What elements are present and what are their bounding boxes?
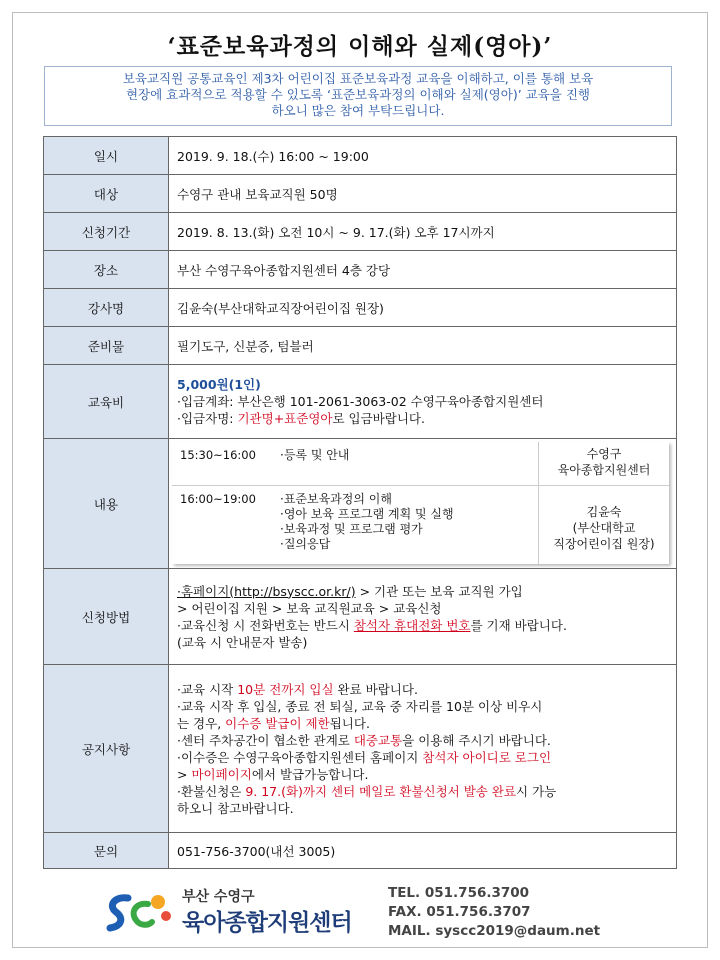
- schedule-item: ·질의응답: [280, 536, 331, 551]
- label-fee: 교육비: [44, 365, 169, 439]
- highlight-text: 마이페이지: [191, 766, 252, 782]
- value-fee: [169, 365, 677, 439]
- label-target: 대상: [44, 175, 169, 213]
- schedule-row: [172, 486, 669, 564]
- row-apply: [44, 569, 677, 665]
- text-span: 됩니다.: [329, 715, 370, 731]
- highlight-text: 참석자 아이디로 로그인: [422, 749, 552, 765]
- fee-depositor: [177, 410, 676, 427]
- info-table: [43, 136, 677, 869]
- value-period: 2019. 8. 13.(화) 오전 10시 ~ 9. 17.(화) 오후 17시까지: [169, 213, 677, 251]
- value-content: [169, 439, 677, 569]
- presenter-line: (부산대학교: [572, 520, 636, 535]
- schedule-table: [172, 442, 669, 564]
- text-span: 완료 바랍니다.: [333, 681, 418, 697]
- row-fee: [44, 365, 677, 439]
- fee-amount: 5,000원(1인): [177, 377, 261, 392]
- intro-line: 하오니 많은 참여 부탁드립니다.: [271, 103, 445, 118]
- label-apply: 신청방법: [44, 569, 169, 665]
- value-notice: [169, 665, 677, 833]
- schedule-item: ·영아 보육 프로그램 계획 및 실행: [280, 506, 454, 521]
- row-target: [44, 175, 677, 213]
- intro-line: 현장에 효과적으로 적용할 수 있도록 ‘표준보육과정의 이해와 실제(영아)’ 교육을 진행: [125, 87, 590, 102]
- notice-line: 하오니 참고바랍니다.: [177, 800, 294, 816]
- text-span: >: [177, 766, 192, 782]
- row-datetime: [44, 137, 677, 175]
- contact-fax: FAX. 051.756.3707: [388, 904, 531, 920]
- text-span: 로 입금바랍니다.: [332, 411, 425, 426]
- schedule: [169, 440, 676, 568]
- value-lecturer: 김윤숙(부산대학교직장어린이집 원장): [169, 289, 677, 327]
- text-span: ·센터 주차공간이 협소한 관계로: [177, 732, 354, 748]
- apply-line: > 어린이집 지원 > 보육 교직원교육 > 교육신청: [177, 600, 442, 616]
- text-span: 시 가능: [516, 783, 557, 799]
- notice-line: [177, 732, 676, 749]
- label-supplies: 준비물: [44, 327, 169, 365]
- logo-title: 육아종합지원센터: [182, 910, 352, 936]
- intro-line: 보육교직원 공통교육인 제3차 어린이집 표준보육과정 교육을 이해하고, 이를 통해 보육: [122, 71, 594, 86]
- label-inquiry: 문의: [44, 833, 169, 869]
- notice-line: [177, 715, 676, 732]
- fee-account: ·입금계좌: 부산은행 101-2061-3063-02 수영구육아종합지원센터: [177, 394, 544, 409]
- apply-line: (교육 시 안내문자 발송): [177, 634, 308, 650]
- highlight-text: 대중교통: [353, 732, 403, 748]
- schedule-item: ·등록 및 안내: [280, 447, 350, 462]
- text-span: ·교육 시작: [177, 681, 238, 697]
- text-span: 는 경우,: [177, 715, 226, 731]
- notice-line: [177, 749, 676, 766]
- schedule-presenter: [538, 486, 669, 564]
- label-period: 신청기간: [44, 213, 169, 251]
- row-notice: [44, 665, 677, 833]
- presenter-line: 육아종합지원센터: [557, 462, 651, 477]
- highlight-text: 참석자 휴대전화 번호: [353, 617, 471, 633]
- label-place: 장소: [44, 251, 169, 289]
- row-lecturer: [44, 289, 677, 327]
- schedule-time: 16:00~19:00: [180, 491, 256, 506]
- label-lecturer: 강사명: [44, 289, 169, 327]
- logo-subtitle: 부산 수영구: [182, 889, 255, 905]
- highlight-text: 10분 전까지 입실: [237, 681, 334, 697]
- schedule-row: [172, 442, 669, 486]
- label-content: 내용: [44, 439, 169, 569]
- value-target: 수영구 관내 보육교직원 50명: [169, 175, 677, 213]
- schedule-presenter: [538, 442, 669, 485]
- value-inquiry: 051-756-3700(내선 3005): [169, 833, 677, 869]
- text-span: 를 기재 바랍니다.: [470, 617, 567, 633]
- presenter-line: 직장어린이집 원장): [553, 536, 655, 551]
- schedule-time: 15:30~16:00: [180, 447, 256, 462]
- contact-info: [388, 884, 600, 941]
- text-span: 을 이용해 주시기 바랍니다.: [402, 732, 551, 748]
- highlight-text: 기관명+표준영아: [237, 411, 333, 426]
- text-span: ·환불신청은: [177, 783, 246, 799]
- schedule-desc: [280, 492, 454, 552]
- intro-box: [44, 66, 672, 126]
- logo-mark-icon: [102, 890, 174, 936]
- center-logo: [102, 884, 372, 940]
- text-span: > 기관 또는 보육 교직원 가입: [355, 583, 523, 599]
- notice-line: [177, 766, 676, 783]
- schedule-desc: [280, 448, 349, 463]
- value-place: 부산 수영구육아종합지원센터 4층 강당: [169, 251, 677, 289]
- schedule-item: ·보육과정 및 프로그램 평가: [280, 521, 423, 536]
- contact-mail: MAIL. syscc2019@daum.net: [388, 923, 601, 939]
- presenter-line: 김윤숙: [586, 504, 622, 519]
- notice-line: [177, 783, 676, 800]
- contact-tel: TEL. 051.756.3700: [388, 885, 530, 901]
- row-content: [44, 439, 677, 569]
- presenter-line: 수영구: [586, 446, 622, 461]
- value-datetime: 2019. 9. 18.(수) 16:00 ~ 19:00: [169, 137, 677, 175]
- page-title: ‘표준보육과정의 이해와 실제(영아)’: [167, 33, 553, 60]
- highlight-text: 9. 17.(화)까지 센터 메일로 환불신청서 발송 완료: [245, 783, 517, 799]
- row-place: [44, 251, 677, 289]
- row-inquiry: [44, 833, 677, 869]
- schedule-item: ·표준보육과정의 이해: [280, 491, 392, 506]
- text-span: ·입금자명:: [177, 411, 238, 426]
- text-span: ·교육신청 시 전화번호는 반드시: [177, 617, 354, 633]
- notice-line: [177, 681, 676, 698]
- apply-line: [177, 583, 676, 600]
- notice-line: ·교육 시작 후 입실, 종료 전 퇴실, 교육 중 자리를 10분 이상 비우시: [177, 698, 543, 714]
- value-apply: [169, 569, 677, 665]
- row-period: [44, 213, 677, 251]
- text-span: ·이수증은 수영구육아종합지원센터 홈페이지: [177, 749, 423, 765]
- label-datetime: 일시: [44, 137, 169, 175]
- value-supplies: 필기도구, 신분증, 텀블러: [169, 327, 677, 365]
- highlight-text: 이수증 발급이 제한: [225, 715, 330, 731]
- text-span: 에서 발급가능합니다.: [251, 766, 369, 782]
- apply-line: [177, 617, 676, 634]
- homepage-link[interactable]: ·홈페이지(http://bsyscc.or.kr/): [177, 583, 356, 599]
- row-supplies: [44, 327, 677, 365]
- label-notice: 공지사항: [44, 665, 169, 833]
